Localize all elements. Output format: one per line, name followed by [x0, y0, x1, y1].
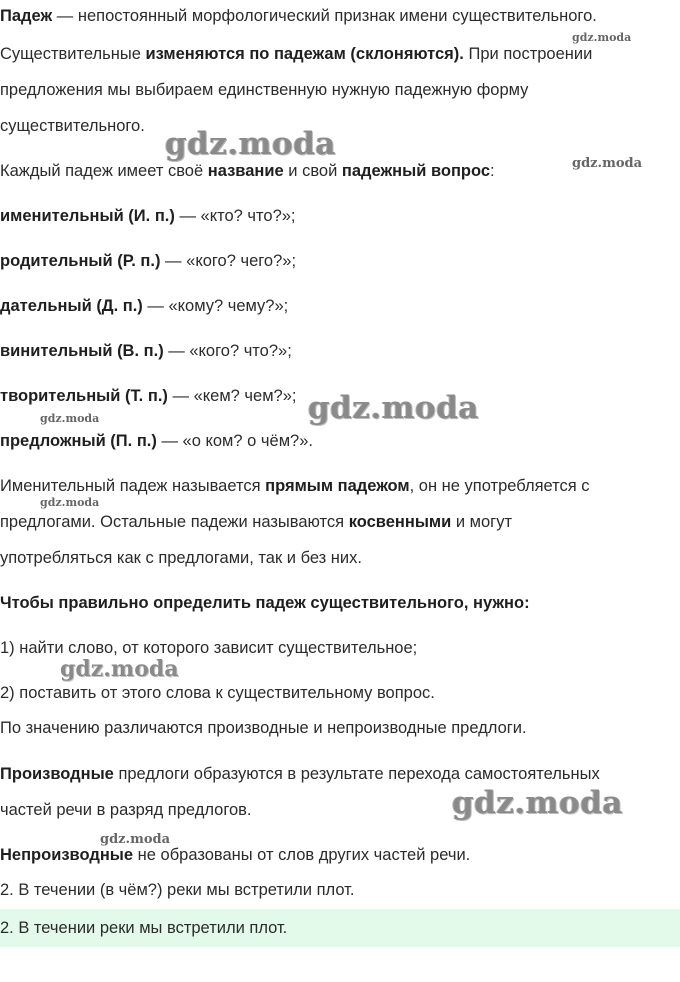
watermark: gdz.moda — [40, 412, 100, 425]
paragraph-line — [0, 547, 362, 569]
text: , он не употребляется с — [409, 477, 590, 495]
text: предлогами. Остальные падежи называются — [0, 513, 349, 531]
watermark: gdz.moda — [100, 832, 171, 847]
case-question: — «кого? что?»; — [163, 342, 292, 360]
text: — непостоянный морфологический признак имени существительного. — [52, 7, 597, 25]
paragraph-line — [0, 160, 495, 182]
text: предложения мы выбираем единственную нужную падежную форму — [0, 81, 529, 99]
text: и свой — [283, 162, 342, 180]
term: Чтобы правильно определить падеж существительного, нужно: — [0, 594, 530, 612]
text: При построении — [463, 45, 593, 63]
case-item — [0, 430, 313, 452]
paragraph-line — [0, 844, 470, 866]
term: Непроизводные — [0, 846, 134, 864]
watermark: gdz.moda — [60, 656, 179, 682]
case-question: — «кого? чего?»; — [160, 252, 297, 270]
term: прямым падежом — [265, 477, 410, 495]
watermark: gdz.moda — [308, 390, 479, 426]
term: Падеж — [0, 7, 53, 25]
text: Существительные — [0, 45, 146, 63]
case-item — [0, 385, 297, 407]
paragraph-line — [0, 763, 600, 785]
paragraph-line — [0, 115, 145, 137]
term: косвенными — [348, 513, 452, 531]
answer-text: 2. В течении реки мы встретили плот. — [0, 919, 288, 937]
text: Именительный падеж называется — [0, 477, 266, 495]
watermark: gdz.moda — [572, 31, 632, 44]
text: 1) найти слово, от которого зависит существительное; — [0, 639, 418, 657]
text: и могут — [451, 513, 512, 531]
text: не образованы от слов других частей речи. — [133, 846, 471, 864]
text: : — [490, 162, 495, 180]
case-name: именительный (И. п.) — [0, 207, 175, 225]
text: По значению различаются производные и непроизводные предлоги. — [0, 719, 527, 737]
case-question: — «кем? чем?»; — [167, 387, 297, 405]
rule-heading — [0, 592, 530, 614]
text: употребляться как с предлогами, так и без них. — [0, 549, 362, 567]
case-item — [0, 205, 296, 227]
watermark: gdz.moda — [572, 156, 643, 171]
term: Производные — [0, 765, 114, 783]
term: изменяются по падежам (склоняются). — [145, 45, 464, 63]
answer-box — [0, 909, 680, 947]
paragraph-line — [0, 43, 592, 65]
rule-step — [0, 682, 435, 704]
paragraph-line — [0, 5, 597, 27]
case-question: — «кому? чему?»; — [142, 297, 289, 315]
case-question: — «о ком? о чём?». — [156, 432, 313, 450]
case-name: винительный (В. п.) — [0, 342, 164, 360]
case-question: — «кто? что?»; — [174, 207, 296, 225]
case-name: предложный (П. п.) — [0, 432, 157, 450]
case-name: родительный (Р. п.) — [0, 252, 161, 270]
watermark: gdz.moda — [452, 785, 623, 821]
rule-step — [0, 637, 417, 659]
text: 2) поставить от этого слова к существительному вопрос. — [0, 684, 435, 702]
text: частей речи в разряд предлогов. — [0, 801, 252, 819]
text: предлоги образуются в результате перехода самостоятельных — [113, 765, 600, 783]
paragraph-line — [0, 799, 252, 821]
watermark: gdz.moda — [165, 126, 336, 162]
text: существительного. — [0, 117, 145, 135]
case-item — [0, 250, 296, 272]
case-item — [0, 340, 292, 362]
paragraph-line — [0, 717, 527, 739]
term: название — [207, 162, 284, 180]
case-item — [0, 295, 288, 317]
term: падежный вопрос — [341, 162, 491, 180]
watermark: gdz.moda — [40, 496, 100, 509]
paragraph-line — [0, 475, 590, 497]
case-name: творительный (Т. п.) — [0, 387, 168, 405]
paragraph-line — [0, 79, 528, 101]
text: 2. В течении (в чём?) реки мы встретили плот. — [0, 881, 355, 899]
exercise-sentence — [0, 879, 354, 901]
case-name: дательный (Д. п.) — [0, 297, 143, 315]
text: Каждый падеж имеет своё — [0, 162, 208, 180]
paragraph-line — [0, 511, 512, 533]
